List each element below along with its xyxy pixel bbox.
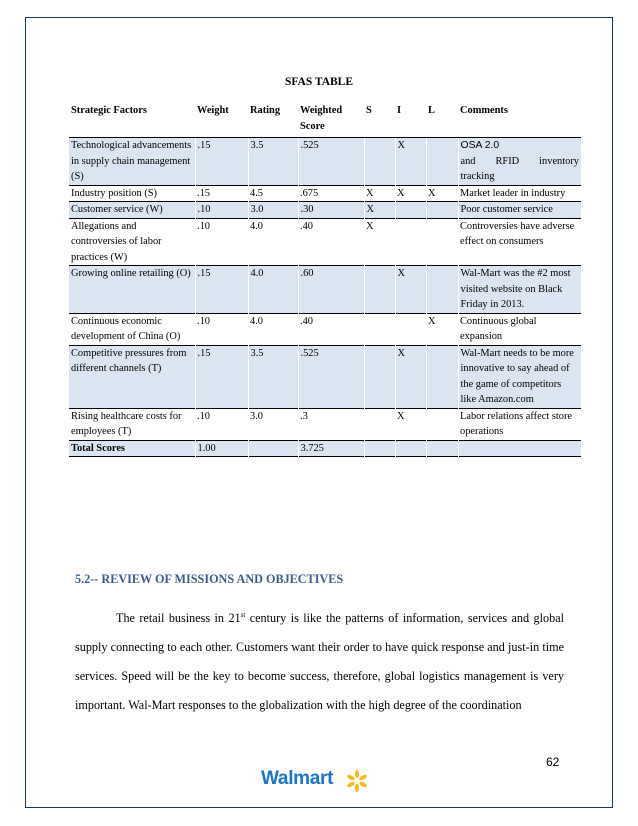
weight-cell: .10 (197, 410, 210, 422)
col-header: Rating (248, 100, 298, 138)
sfas-table (69, 100, 581, 457)
comment-cell: Poor customer service (458, 202, 581, 219)
factor-cell: Growing online retailing (O) (69, 266, 195, 314)
s-cell: X (366, 220, 374, 232)
comment-cell: Wal-Mart needs to be more innovative to say ahead of the game of competitors like Amazon.com (458, 345, 581, 408)
l-cell: X (428, 315, 436, 327)
total-row (69, 440, 581, 457)
col-header: Strategic Factors (69, 100, 195, 138)
rating-cell: 3.5 (248, 138, 298, 186)
comment-cell: Wal-Mart was the #2 most visited website on Black Friday in 2013. (458, 266, 581, 314)
table-title: SFAS TABLE (284, 76, 354, 88)
comment-cell: Continuous global expansion (460, 315, 537, 342)
l-cell (426, 218, 458, 266)
i-cell (395, 313, 426, 345)
score-cell: .525 (298, 345, 364, 408)
rating-cell: 4.0 (250, 220, 263, 232)
logo-text: Walmart (261, 768, 334, 789)
rating-cell: 4.0 (250, 315, 263, 327)
total-score: 3.725 (298, 440, 364, 457)
s-cell (364, 138, 395, 186)
table-row (69, 345, 581, 408)
paragraph-text-start: The retail business in 21 (116, 611, 241, 625)
rating-cell: 3.0 (250, 410, 263, 422)
s-cell (364, 408, 395, 440)
l-cell (426, 408, 458, 440)
comment-cell (458, 138, 581, 186)
weight-cell: .10 (197, 220, 210, 232)
i-cell: X (395, 138, 426, 186)
i-cell: X (395, 345, 426, 408)
comment-cell: Labor relations affect store operations (460, 410, 573, 437)
col-header: S (364, 100, 395, 138)
table-row (69, 138, 581, 186)
s-cell (364, 313, 395, 345)
weight-cell: .15 (195, 138, 248, 186)
table-header-row (69, 100, 581, 138)
rating-cell: 3.0 (248, 202, 298, 219)
i-cell: X (397, 410, 405, 422)
paragraph-text-rest: century is like the patterns of information, services and global supply connecting to each other. Customers want their order to have quick response and just-in time services. Speed will be the key to become success, therefore, global logistics management is very important. Wal-Mart responses to the globalization with the high degree of the coordination (75, 611, 564, 712)
table-row (69, 313, 581, 345)
weight-cell: .15 (195, 345, 248, 408)
comment-cell: Controversies have adverse effect on consumers (460, 220, 575, 247)
score-cell: .525 (298, 138, 364, 186)
factor-cell: Rising healthcare costs for employees (T) (71, 410, 182, 437)
col-header: I (395, 100, 426, 138)
score-cell: .675 (300, 187, 319, 199)
spark-icon (345, 769, 369, 793)
l-cell (426, 266, 458, 314)
table-row (69, 202, 581, 219)
s-cell (364, 266, 395, 314)
weight-cell: .10 (197, 315, 210, 327)
rating-cell: 3.5 (248, 345, 298, 408)
comment-line: OSA 2.0 (460, 140, 500, 151)
score-cell: .3 (300, 410, 308, 422)
col-header: Weighted Score (298, 100, 364, 138)
s-cell: X (366, 187, 374, 199)
rating-cell: 4.0 (248, 266, 298, 314)
table-row (69, 185, 581, 202)
page-number: 62 (546, 755, 560, 769)
col-header: Comments (458, 100, 581, 138)
total-label: Total Scores (69, 440, 195, 457)
total-weight: 1.00 (195, 440, 248, 457)
i-cell (395, 202, 426, 219)
score-cell: .30 (298, 202, 364, 219)
comment-cell: Market leader in industry (460, 187, 566, 199)
weight-cell: .15 (197, 187, 210, 199)
ordinal-suffix: st (240, 611, 246, 619)
factor-cell: Technological advancements in supply chain management (S) (69, 138, 195, 186)
l-cell (426, 345, 458, 408)
weight-cell: .15 (195, 266, 248, 314)
table-row (69, 218, 581, 266)
l-cell: X (428, 187, 436, 199)
factor-cell: Continuous economic development of China (O) (71, 315, 181, 342)
table-row (69, 408, 581, 440)
factor-cell: Allegations and controversies of labor practices (W) (71, 220, 162, 263)
score-cell: .40 (300, 315, 313, 327)
walmart-logo (261, 768, 381, 794)
col-header: L (426, 100, 458, 138)
s-cell (364, 345, 395, 408)
i-cell: X (395, 266, 426, 314)
i-cell: X (397, 187, 405, 199)
factor-cell: Customer service (W) (69, 202, 195, 219)
col-header: Weight (195, 100, 248, 138)
i-cell (395, 218, 426, 266)
factor-cell: Industry position (S) (71, 187, 158, 199)
score-cell: .40 (300, 220, 313, 232)
rating-cell: 4.5 (250, 187, 263, 199)
s-cell: X (364, 202, 395, 219)
factor-cell: Competitive pressures from different channels (T) (69, 345, 195, 408)
body-paragraph (75, 604, 564, 720)
l-cell (426, 138, 458, 186)
comment-line: and RFID inventory tracking (460, 155, 579, 182)
l-cell (426, 202, 458, 219)
weight-cell: .10 (195, 202, 248, 219)
score-cell: .60 (298, 266, 364, 314)
table-row (69, 266, 581, 314)
section-heading: 5.2-- REVIEW OF MISSIONS AND OBJECTIVES (75, 572, 344, 586)
